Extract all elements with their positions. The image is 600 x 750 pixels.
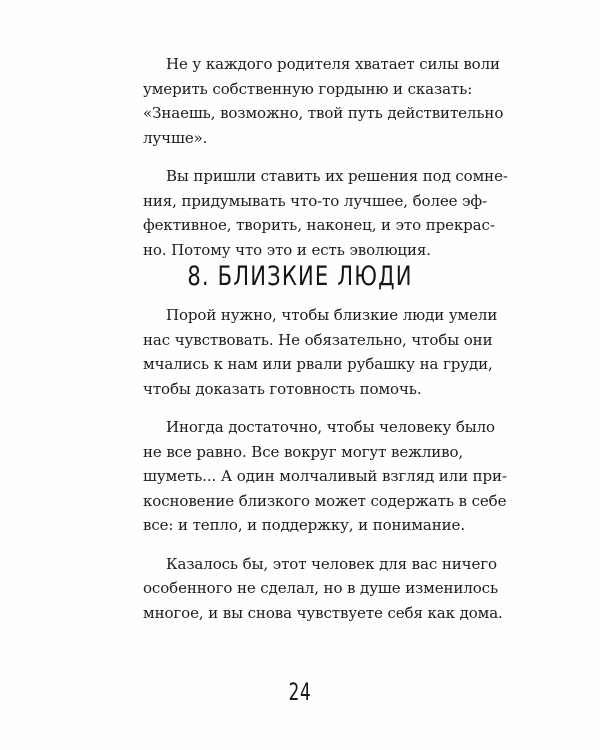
text-line: не все равно. Все вокруг могут вежливо, [143,442,464,461]
text-line: Иногда достаточно, чтобы человеку было [166,418,495,436]
text-line: чтобы доказать готовность помочь. [143,379,422,398]
paragraph-close-people [143,303,498,401]
text-line: косновение близкого может содержать в себе [143,491,507,510]
paragraph-silent-look [143,415,507,538]
text-line: умерить собственную гордыню и сказать: [143,79,473,98]
text-block-top [143,52,508,262]
paragraph-gap [143,538,495,552]
text-line: Порой нужно, чтобы близкие люди умели [166,306,498,324]
text-line: Вы пришли ставить их решения под сомне- [166,167,508,185]
text-line: но. Потому что это и есть эволюция. [143,240,431,259]
text-line: «Знаешь, возможно, твой путь действительно [143,104,504,122]
text-line: все: и тепло, и поддержку, и понимание. [143,516,465,534]
text-line: многое, и вы снова чувствуете себя как дома. [143,603,503,622]
paragraph-willpower [143,52,504,150]
text-line: Казалось бы, этот человек для вас ничего [166,554,497,573]
page-number: 24 [288,678,312,706]
text-line: Не у каждого родителя хватает силы воли [166,55,500,73]
paragraph-evolution [143,164,508,262]
text-line: шуметь... А один молчаливый взгляд или при- [143,467,507,485]
text-line: мчались к нам или рвали рубашку на груди, [143,355,493,373]
section-heading: 8. БЛИЗКИЕ ЛЮДИ [187,261,413,292]
text-line: нас чувствовать. Не обязательно, чтобы они [143,330,493,349]
paragraph-gap [143,150,495,164]
text-line: особенного не сделал, но в душе изменилось [143,579,499,597]
text-line: лучше». [143,128,208,147]
text-line: фективное, творить, наконец, и это прекрас- [143,216,495,234]
paragraph-feel-home [143,552,503,626]
paragraph-gap [143,401,495,415]
text-block-bottom [143,303,507,625]
text-line: ния, придумывать что-то лучшее, более эф- [143,191,488,210]
